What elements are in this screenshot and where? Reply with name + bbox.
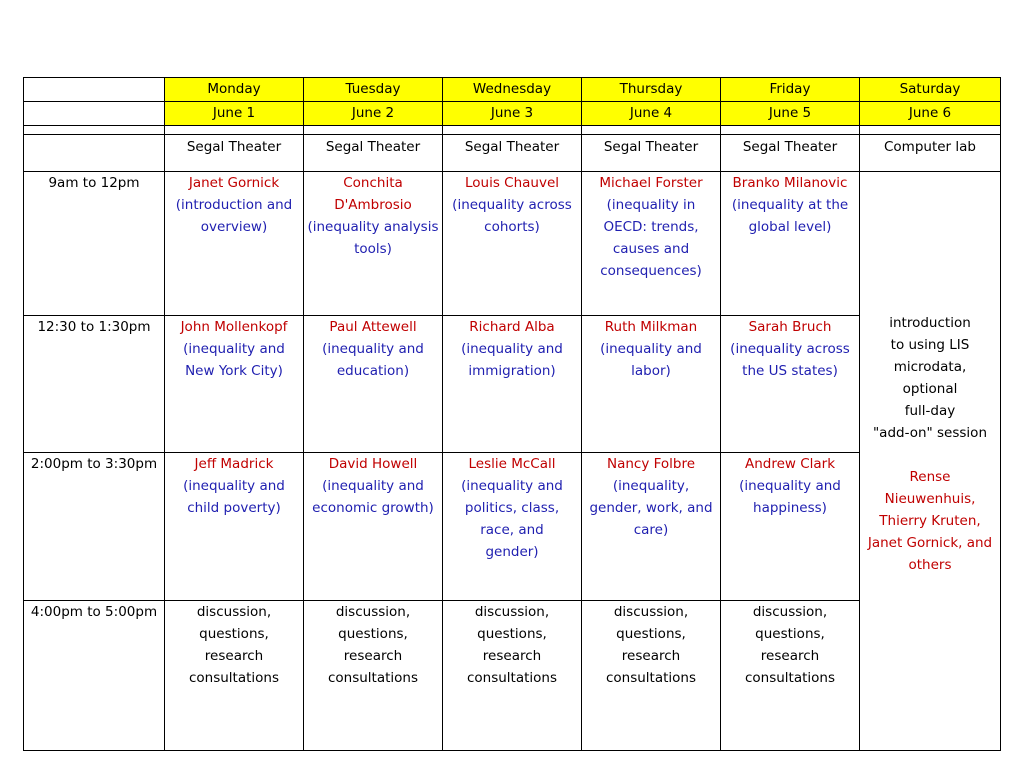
day-header-friday: Friday [721, 78, 860, 102]
topic-line: (inequality and [183, 478, 285, 494]
corner-cell [24, 135, 165, 172]
discussion-line: questions, [199, 626, 269, 642]
venue-row [24, 135, 1001, 172]
day-header-monday: Monday [165, 78, 304, 102]
discussion-cell [304, 601, 443, 751]
spacer-row [24, 126, 1001, 135]
topic-line: (inequality in [606, 197, 696, 213]
topic-line: (inequality and [322, 341, 424, 357]
speaker-name: D'Ambrosio [334, 197, 412, 213]
speaker-name: Sarah Bruch [748, 319, 832, 335]
spacer-cell [304, 126, 443, 135]
date-wednesday: June 3 [443, 102, 582, 126]
discussion-line: consultations [466, 670, 558, 686]
speaker-name: David Howell [328, 456, 418, 472]
discussion-line: discussion, [335, 604, 411, 620]
discussion-line: research [482, 648, 542, 664]
topic-line: overview) [200, 219, 268, 235]
discussion-line: discussion, [613, 604, 689, 620]
spacer-cell [443, 126, 582, 135]
discussion-line: discussion, [196, 604, 272, 620]
speaker-name: Leslie McCall [468, 456, 556, 472]
saturday-session-line: to using LIS [890, 337, 970, 353]
saturday-speaker-line: Thierry Kruten, [879, 513, 981, 529]
session-cell [721, 316, 860, 453]
speaker-name: Richard Alba [469, 319, 555, 335]
speaker-name: Janet Gornick [188, 175, 280, 191]
topic-line: (inequality and [183, 341, 285, 357]
day-header-saturday: Saturday [860, 78, 1001, 102]
discussion-line: consultations [605, 670, 697, 686]
topic-line: economic growth) [312, 500, 434, 516]
discussion-line: consultations [188, 670, 280, 686]
session-cell [304, 316, 443, 453]
speaker-name: Andrew Clark [744, 456, 836, 472]
discussion-line: discussion, [474, 604, 550, 620]
session-cell [582, 453, 721, 601]
speaker-name: Conchita [343, 175, 403, 191]
session-cell [721, 453, 860, 601]
saturday-session-line: "add-on" session [872, 425, 988, 441]
session-cell [582, 172, 721, 316]
topic-line: (inequality and [461, 341, 563, 357]
session-cell [582, 316, 721, 453]
topic-line: gender, work, and [589, 500, 713, 516]
saturday-session-line: optional [902, 381, 958, 397]
saturday-session-line: introduction [889, 315, 971, 331]
topic-line: politics, class, [464, 500, 560, 516]
topic-line: (inequality and [461, 478, 563, 494]
session-cell [165, 172, 304, 316]
time-label: 4:00pm to 5:00pm [24, 601, 165, 751]
topic-line: consequences) [600, 263, 702, 279]
speaker-name: Michael Forster [599, 175, 703, 191]
saturday-session-line: full-day [904, 403, 956, 419]
session-cell [304, 172, 443, 316]
discussion-line: research [621, 648, 681, 664]
topic-line: (inequality at the [731, 197, 849, 213]
venue-saturday: Computer lab [860, 135, 1001, 172]
slot-row-afternoon [24, 453, 1001, 601]
speaker-name: Jeff Madrick [194, 456, 274, 472]
venue-friday: Segal Theater [721, 135, 860, 172]
discussion-line: questions, [338, 626, 408, 642]
discussion-line: questions, [616, 626, 686, 642]
time-label: 9am to 12pm [24, 172, 165, 316]
topic-line: (inequality analysis [307, 219, 439, 235]
session-cell [443, 172, 582, 316]
speaker-name: Nancy Folbre [606, 456, 696, 472]
topic-line: cohorts) [484, 219, 540, 235]
saturday-speaker-line: Rense [909, 469, 951, 485]
venue-monday: Segal Theater [165, 135, 304, 172]
day-header-tuesday: Tuesday [304, 78, 443, 102]
discussion-cell [582, 601, 721, 751]
speaker-name: Louis Chauvel [464, 175, 560, 191]
time-label: 12:30 to 1:30pm [24, 316, 165, 453]
topic-line: (inequality across [730, 341, 850, 357]
day-header-thursday: Thursday [582, 78, 721, 102]
topic-line: OECD: trends, [603, 219, 699, 235]
speaker-name: Ruth Milkman [604, 319, 698, 335]
day-header-wednesday: Wednesday [443, 78, 582, 102]
topic-line: the US states) [742, 363, 838, 379]
saturday-speaker-line: others [908, 557, 952, 573]
topic-line: causes and [612, 241, 690, 257]
slot-row-late [24, 601, 1001, 751]
session-cell [165, 316, 304, 453]
day-name-row [24, 78, 1001, 102]
date-friday: June 5 [721, 102, 860, 126]
date-row [24, 102, 1001, 126]
topic-line: (inequality and [739, 478, 841, 494]
saturday-speaker-line: Nieuwenhuis, [884, 491, 976, 507]
speaker-name: Branko Milanovic [732, 175, 848, 191]
saturday-session-cell [860, 172, 1001, 751]
topic-line: race, and [480, 522, 544, 538]
venue-thursday: Segal Theater [582, 135, 721, 172]
session-cell [165, 453, 304, 601]
corner-cell [24, 102, 165, 126]
session-cell [304, 453, 443, 601]
topic-line: child poverty) [187, 500, 281, 516]
discussion-cell [443, 601, 582, 751]
topic-line: tools) [354, 241, 392, 257]
topic-line: happiness) [753, 500, 827, 516]
slot-row-midday [24, 316, 1001, 453]
discussion-line: consultations [744, 670, 836, 686]
discussion-cell [721, 601, 860, 751]
discussion-line: questions, [477, 626, 547, 642]
session-cell [443, 316, 582, 453]
topic-line: global level) [748, 219, 832, 235]
spacer-cell [24, 126, 165, 135]
venue-tuesday: Segal Theater [304, 135, 443, 172]
discussion-line: research [204, 648, 264, 664]
time-label: 2:00pm to 3:30pm [24, 453, 165, 601]
topic-line: education) [336, 363, 410, 379]
topic-line: (inequality, [612, 478, 690, 494]
spacer-cell [165, 126, 304, 135]
discussion-line: research [343, 648, 403, 664]
speaker-name: John Mollenkopf [180, 319, 288, 335]
topic-line: labor) [631, 363, 671, 379]
date-saturday: June 6 [860, 102, 1001, 126]
discussion-line: research [760, 648, 820, 664]
date-tuesday: June 2 [304, 102, 443, 126]
session-cell [721, 172, 860, 316]
session-cell [443, 453, 582, 601]
date-thursday: June 4 [582, 102, 721, 126]
topic-line: (inequality across [452, 197, 572, 213]
slot-row-morning [24, 172, 1001, 316]
discussion-line: consultations [327, 670, 419, 686]
discussion-line: questions, [755, 626, 825, 642]
spacer-cell [860, 126, 1001, 135]
venue-wednesday: Segal Theater [443, 135, 582, 172]
topic-line: (introduction and [175, 197, 293, 213]
speaker-name: Paul Attewell [329, 319, 417, 335]
saturday-speaker-line: Janet Gornick, and [867, 535, 993, 551]
saturday-session-line: microdata, [893, 359, 967, 375]
topic-line: (inequality and [322, 478, 424, 494]
discussion-cell [165, 601, 304, 751]
discussion-line: discussion, [752, 604, 828, 620]
topic-line: care) [633, 522, 669, 538]
schedule-table [23, 77, 1001, 751]
topic-line: immigration) [468, 363, 556, 379]
topic-line: (inequality and [600, 341, 702, 357]
date-monday: June 1 [165, 102, 304, 126]
spacer-cell [582, 126, 721, 135]
topic-line: gender) [485, 544, 539, 560]
spacer-cell [721, 126, 860, 135]
spacer [861, 444, 999, 466]
topic-line: New York City) [185, 363, 283, 379]
corner-cell [24, 78, 165, 102]
